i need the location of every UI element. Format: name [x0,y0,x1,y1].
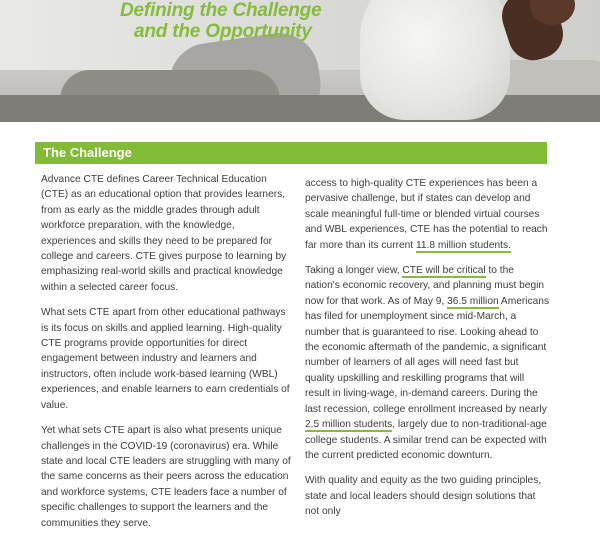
paragraph [305,176,550,253]
paragraph: With quality and equity as the two guiding principles, state and local leaders should design solutions that not only [305,475,542,518]
link-cte-will-be-critical[interactable]: CTE will be critical [402,265,486,277]
right-column [305,176,550,530]
paragraph-text: access to high-quality CTE experiences has been a pervasive challenge, but if states can develop and scale meaningful full-time or blended virtual courses and WBL experiences, CTE has the potential to reach far more than its current [305,178,548,251]
section-title: The Challenge [43,145,132,160]
paragraph-text: Americans has filed for unemployment since mid-March, a number that is guaranteed to rise. Looking ahead to the economic aftermath of the pandemic, a significant number of learners of all ages will need fast but quality upskilling and reskilling programs that will result in living-wage, in-demand careers. During the last recession, college enrollment increased by nearly [305,295,550,415]
page-title-line1: Defining the Challenge [120,0,322,21]
paragraph [305,263,550,463]
hero-banner [0,0,600,122]
paragraph-text: Taking a longer view, [305,265,403,277]
paragraph-text: , largely due to non-traditional-age college students. A similar trend can be expected with the current predicted economic downturn. [305,419,547,461]
hero-photo-sofa [0,95,600,122]
paragraph: What sets CTE apart from other educational pathways is its focus on skills and applied learning. High-quality CTE programs provide opportunities for direct engagement between industry and learners and instructors, often include work-based learning (WBL) experiences, and enable learners to earn credentials of value. [41,307,290,411]
link-11-8-million-students[interactable]: 11.8 million students. [415,239,511,251]
section-header-bar [35,142,547,164]
page-title-line2: and the Opportunity [134,21,312,42]
link-2-5-million-students[interactable]: 2.5 million students [305,419,393,431]
hero-photo-person [360,0,510,120]
paragraph: Yet what sets CTE apart is also what presents unique challenges in the COVID-19 (coronavirus) era. While state and local CTE leaders are struggling with many of the same concerns as their peers across the education and workforce systems, CTE leaders face a number of specific challenges to support the learners and the communities they serve. [41,425,291,529]
left-column [41,172,291,541]
paragraph: Advance CTE defines Career Technical Education (CTE) as an educational option that provides learners, from as early as the middle grades through adult workforce preparation, with the knowledge, experiences and skills they need to be prepared for college and careers. CTE gives purpose to learning by emphasizing real-world skills and practical knowledge within a selected career focus. [41,174,287,293]
page-title [120,0,350,42]
paragraph-text: to the nation's economic recovery, and planning must begin now for that work. As of May 9, [305,265,545,307]
link-36-5-million[interactable]: 36.5 million [447,295,499,307]
